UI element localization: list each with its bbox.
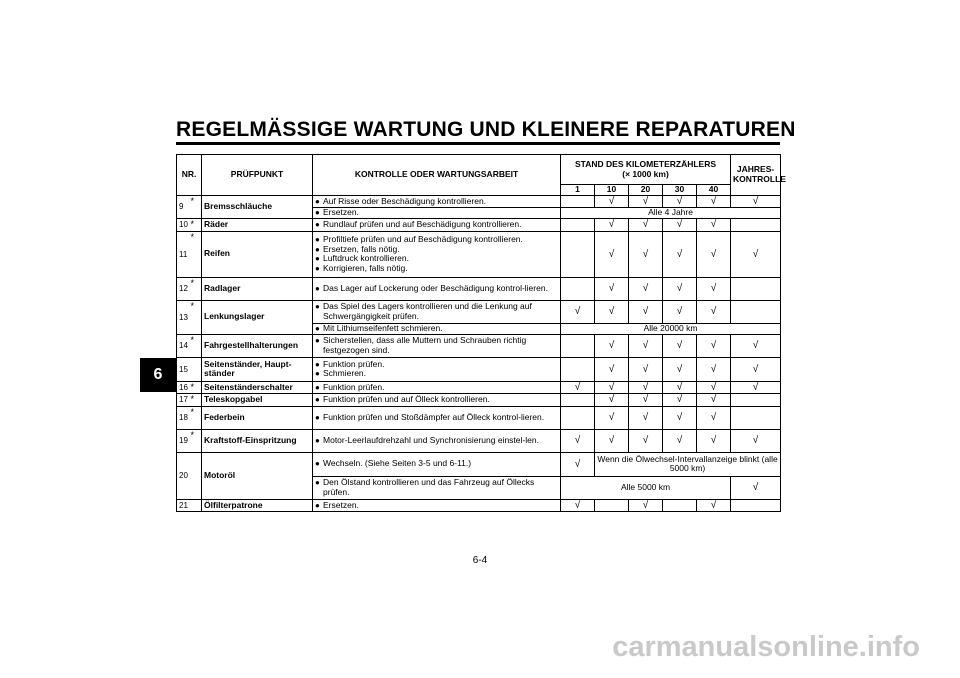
row-number: 20 xyxy=(177,452,191,499)
header-nr: NR. xyxy=(177,155,202,196)
row-number: 9 xyxy=(177,195,191,219)
table-row xyxy=(177,394,781,407)
row-pruefpunkt: Seitenständerschalter xyxy=(202,381,313,394)
row-work xyxy=(313,357,561,381)
row-number: 14 xyxy=(177,334,191,357)
check-cell xyxy=(595,499,629,512)
check-cell: √ xyxy=(629,406,663,429)
check-cell: √ xyxy=(561,499,595,512)
row-number: 17 xyxy=(177,394,191,407)
row-work xyxy=(313,231,561,277)
row-star: * xyxy=(191,406,202,429)
check-cell: √ xyxy=(595,357,629,381)
interval-span: Alle 20000 km xyxy=(561,323,781,334)
title-rule xyxy=(176,142,780,145)
check-cell xyxy=(561,277,595,300)
header-km-1: 1 xyxy=(561,185,595,196)
check-cell: √ xyxy=(663,195,697,208)
row-number: 19 xyxy=(177,429,191,452)
check-cell: √ xyxy=(663,429,697,452)
check-cell xyxy=(731,406,781,429)
check-cell: √ xyxy=(731,334,781,357)
bullet-icon: ● xyxy=(315,359,320,369)
check-cell: √ xyxy=(595,334,629,357)
row-star: * xyxy=(191,300,202,334)
check-cell: √ xyxy=(629,429,663,452)
bullet-icon: ● xyxy=(315,196,320,206)
row-work xyxy=(313,277,561,300)
row-pruefpunkt: Räder xyxy=(202,219,313,232)
work-text: Luftdruck kontrollieren. xyxy=(323,253,410,264)
check-cell: √ xyxy=(663,394,697,407)
check-cell: √ xyxy=(595,277,629,300)
work-text: Auf Risse oder Beschädigung kontrollieren. xyxy=(323,195,487,206)
row-number: 11 xyxy=(177,231,191,277)
check-cell: √ xyxy=(731,381,781,394)
header-pruefpunkt: PRÜFPUNKT xyxy=(202,155,313,196)
bullet-icon: ● xyxy=(315,208,320,218)
check-cell: √ xyxy=(663,231,697,277)
header-odometer xyxy=(561,155,731,185)
check-cell: √ xyxy=(595,429,629,452)
bullet-icon: ● xyxy=(315,234,320,244)
row-work xyxy=(313,406,561,429)
row-work xyxy=(313,452,561,476)
row-work xyxy=(313,499,561,512)
table-row xyxy=(177,300,781,323)
check-cell xyxy=(561,394,595,407)
check-cell: √ xyxy=(629,381,663,394)
work-text: Das Spiel des Lagers kontrollieren und die Lenkung auf Schwergängigkeit prüfen. xyxy=(323,301,532,321)
check-cell: √ xyxy=(595,381,629,394)
check-cell: √ xyxy=(561,381,595,394)
bullet-icon: ● xyxy=(315,478,320,487)
table-row xyxy=(177,429,781,452)
row-work xyxy=(313,334,561,357)
bullet-icon: ● xyxy=(315,435,320,445)
header-odometer-line1: STAND DES KILOMETERZÄHLERS xyxy=(575,158,717,169)
table-row xyxy=(177,357,781,381)
row-pruefpunkt: Lenkungslager xyxy=(202,300,313,334)
row-pruefpunkt: Teleskopgabel xyxy=(202,394,313,407)
check-cell: √ xyxy=(595,406,629,429)
row-pruefpunkt: Bremsschläuche xyxy=(202,195,313,219)
check-cell xyxy=(731,219,781,232)
check-cell xyxy=(561,231,595,277)
header-row xyxy=(177,155,781,185)
row-number: 12 xyxy=(177,277,191,300)
row-star: * xyxy=(191,334,202,357)
check-cell: √ xyxy=(629,195,663,208)
check-cell xyxy=(731,277,781,300)
work-text: Das Lager auf Lockerung oder Beschädigung kontrol-lieren. xyxy=(323,282,548,293)
header-km-40: 40 xyxy=(697,185,731,196)
table-row xyxy=(177,277,781,300)
table-row xyxy=(177,231,781,277)
row-work xyxy=(313,476,561,499)
check-cell: √ xyxy=(595,394,629,407)
check-cell: √ xyxy=(663,357,697,381)
work-text: Sicherstellen, dass alle Muttern und Schrauben richtig festgezogen sind. xyxy=(323,335,527,355)
row-star xyxy=(191,452,202,499)
row-work xyxy=(313,429,561,452)
header-jahres-line2: KONTROLLE xyxy=(733,173,786,184)
check-cell: √ xyxy=(595,231,629,277)
row-number: 10 xyxy=(177,219,191,232)
check-cell xyxy=(663,499,697,512)
bullet-icon: ● xyxy=(315,244,320,254)
page-title: REGELMÄSSIGE WARTUNG UND KLEINERE REPARATUREN xyxy=(176,118,796,141)
check-cell: √ xyxy=(629,499,663,512)
check-cell: √ xyxy=(561,452,595,476)
header-jahreskontrolle xyxy=(731,155,786,196)
chapter-tab: 6 xyxy=(140,358,176,392)
check-cell: √ xyxy=(697,406,731,429)
work-text: Rundlauf prüfen und auf Beschädigung kontrollieren. xyxy=(323,219,522,230)
check-cell: √ xyxy=(697,381,731,394)
row-pruefpunkt: Seitenständer, Haupt-ständer xyxy=(202,357,313,381)
header-odometer-line2: (× 1000 km) xyxy=(622,168,669,179)
check-cell: √ xyxy=(629,231,663,277)
interval-span: Wenn die Ölwechsel-Intervallanzeige blinkt (alle 5000 km) xyxy=(595,452,781,476)
check-cell: √ xyxy=(663,219,697,232)
row-work xyxy=(313,381,561,394)
table-row xyxy=(177,499,781,512)
row-work xyxy=(313,208,561,219)
row-star: * xyxy=(191,394,202,407)
check-cell: √ xyxy=(731,429,781,452)
row-work xyxy=(313,219,561,232)
check-cell: √ xyxy=(629,357,663,381)
work-text: Wechseln. (Siehe Seiten 3-5 und 6-11.) xyxy=(323,458,472,469)
check-cell: √ xyxy=(629,334,663,357)
check-cell: √ xyxy=(561,300,595,323)
header-km-20: 20 xyxy=(629,185,663,196)
table-row xyxy=(177,334,781,357)
row-number: 15 xyxy=(177,357,191,381)
check-cell: √ xyxy=(697,300,731,323)
check-cell: √ xyxy=(731,357,781,381)
row-star: * xyxy=(191,231,202,277)
bullet-icon: ● xyxy=(315,382,320,392)
check-cell xyxy=(731,300,781,323)
check-cell: √ xyxy=(697,429,731,452)
row-work xyxy=(313,195,561,208)
bullet-icon: ● xyxy=(315,395,320,405)
check-cell: √ xyxy=(697,394,731,407)
table-row xyxy=(177,381,781,394)
check-cell: √ xyxy=(663,406,697,429)
work-text: Motor-Leerlaufdrehzahl und Synchronisierung einstel-len. xyxy=(323,434,539,445)
check-cell xyxy=(561,334,595,357)
bullet-icon: ● xyxy=(315,254,320,264)
row-pruefpunkt: Reifen xyxy=(202,231,313,277)
check-cell: √ xyxy=(561,429,595,452)
row-star: * xyxy=(191,381,202,394)
check-cell: √ xyxy=(731,476,781,499)
work-text: Schmieren. xyxy=(323,368,367,379)
bullet-icon: ● xyxy=(315,323,320,333)
row-number: 18 xyxy=(177,406,191,429)
header-km-10: 10 xyxy=(595,185,629,196)
row-star xyxy=(191,357,202,381)
table-row xyxy=(177,452,781,476)
row-number: 13 xyxy=(177,300,191,334)
check-cell: √ xyxy=(697,357,731,381)
check-cell: √ xyxy=(595,195,629,208)
check-cell xyxy=(731,499,781,512)
row-pruefpunkt: Kraftstoff-Einspritzung xyxy=(202,429,313,452)
check-cell xyxy=(561,357,595,381)
check-cell: √ xyxy=(697,334,731,357)
check-cell: √ xyxy=(629,394,663,407)
work-text: Den Ölstand kontrollieren und das Fahrzeug auf Öllecks prüfen. xyxy=(323,477,535,497)
header-km-30: 30 xyxy=(663,185,697,196)
bullet-icon: ● xyxy=(315,369,320,379)
check-cell: √ xyxy=(697,277,731,300)
row-number: 21 xyxy=(177,499,191,512)
row-star xyxy=(191,499,202,512)
table-row xyxy=(177,219,781,232)
table-row xyxy=(177,195,781,208)
bullet-icon: ● xyxy=(315,283,320,293)
check-cell: √ xyxy=(595,219,629,232)
work-text: Ersetzen. xyxy=(323,207,359,218)
header-jahres-line1: JAHRES- xyxy=(736,164,775,175)
page-number: 6-4 xyxy=(472,555,488,566)
check-cell xyxy=(731,394,781,407)
bullet-icon: ● xyxy=(315,459,320,469)
bullet-icon: ● xyxy=(315,302,320,311)
work-text: Funktion prüfen und auf Ölleck kontrollieren. xyxy=(323,394,490,405)
work-text: Korrigieren, falls nötig. xyxy=(323,263,408,274)
check-cell: √ xyxy=(629,277,663,300)
check-cell: √ xyxy=(697,195,731,208)
maintenance-table xyxy=(176,154,786,512)
work-text: Ersetzen. xyxy=(323,499,359,510)
row-pruefpunkt: Federbein xyxy=(202,406,313,429)
row-work xyxy=(313,394,561,407)
check-cell: √ xyxy=(731,231,781,277)
row-number: 16 xyxy=(177,381,191,394)
row-pruefpunkt: Radlager xyxy=(202,277,313,300)
bullet-icon: ● xyxy=(315,500,320,510)
check-cell: √ xyxy=(663,381,697,394)
work-text: Funktion prüfen und Stoßdämpfer auf Ölleck kontrol-lieren. xyxy=(323,411,545,422)
work-text: Profiltiefe prüfen und auf Beschädigung kontrollieren. xyxy=(323,233,523,244)
row-star: * xyxy=(191,429,202,452)
bullet-icon: ● xyxy=(315,220,320,230)
check-cell: √ xyxy=(595,300,629,323)
table-row xyxy=(177,406,781,429)
header-kontrolle: KONTROLLE ODER WARTUNGSARBEIT xyxy=(313,155,561,196)
bullet-icon: ● xyxy=(315,412,320,422)
work-text: Funktion prüfen. xyxy=(323,381,385,392)
row-star: * xyxy=(191,277,202,300)
row-work xyxy=(313,300,561,323)
check-cell xyxy=(561,406,595,429)
row-pruefpunkt: Ölfilterpatrone xyxy=(202,499,313,512)
row-pruefpunkt: Motoröl xyxy=(202,452,313,499)
row-star: * xyxy=(191,219,202,232)
check-cell: √ xyxy=(663,277,697,300)
check-cell xyxy=(561,219,595,232)
interval-span: Alle 5000 km xyxy=(561,476,731,499)
row-work xyxy=(313,323,561,334)
check-cell: √ xyxy=(731,195,781,208)
watermark[interactable]: carmanualsonline.info xyxy=(612,631,920,663)
check-cell: √ xyxy=(697,499,731,512)
bullet-icon: ● xyxy=(315,336,320,345)
check-cell: √ xyxy=(663,334,697,357)
check-cell: √ xyxy=(697,219,731,232)
bullet-icon: ● xyxy=(315,264,320,274)
check-cell: √ xyxy=(629,300,663,323)
work-text: Ersetzen, falls nötig. xyxy=(323,243,400,254)
row-pruefpunkt: Fahrgestellhalterungen xyxy=(202,334,313,357)
row-star: * xyxy=(191,195,202,219)
work-text: Funktion prüfen. xyxy=(323,358,385,369)
interval-span: Alle 4 Jahre xyxy=(561,208,781,219)
check-cell: √ xyxy=(697,231,731,277)
check-cell xyxy=(561,195,595,208)
check-cell: √ xyxy=(629,219,663,232)
check-cell: √ xyxy=(663,300,697,323)
work-text: Mit Lithiumseifenfett schmieren. xyxy=(323,322,443,333)
